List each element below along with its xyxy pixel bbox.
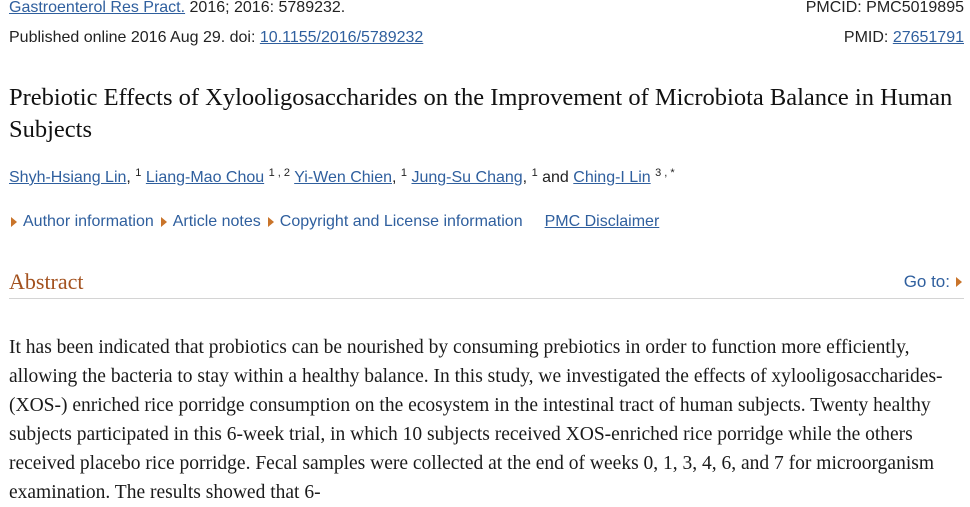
goto-menu[interactable]	[904, 270, 962, 294]
article-info-links	[9, 211, 659, 233]
citation-journal-line	[9, 0, 345, 18]
author-link[interactable]: Yi-Wen Chien	[294, 169, 393, 186]
triangle-right-icon	[11, 217, 17, 227]
abstract-heading: Abstract	[9, 269, 84, 294]
citation-row	[9, 0, 964, 18]
author-sep: ,	[126, 169, 136, 186]
published-row	[9, 28, 964, 48]
copyright-label: Copyright and License information	[279, 213, 523, 230]
author-information-toggle[interactable]	[9, 211, 154, 233]
pmid-label: PMID:	[843, 29, 893, 46]
abstract-text: It has been indicated that probiotics can be nourished by consuming prebiotics in order to function more efficiently, allowing the bacteria to stay within a healthy balance. In this study, we investigated the effects of xylooligosaccharides- (XOS-) enriched rice porridge consumption on the ecosystem in the intestinal tract of human subjects. Twenty healthy subjects participated in this 6-week trial, in which 10 subjects received XOS-enriched rice porridge while the others received placebo rice porridge. Fecal samples were collected at the end of weeks 0, 1, 3, 4, 6, and 7 for microorganism examination. The results showed that 6-	[9, 337, 943, 503]
pmcid: PMCID: PMC5019895	[805, 0, 964, 16]
author-affiliation[interactable]: 1	[531, 167, 538, 179]
section-divider	[9, 298, 964, 299]
pmid	[844, 28, 964, 48]
triangle-right-icon	[268, 217, 274, 227]
triangle-right-icon	[956, 277, 962, 287]
author-link[interactable]: Ching-I Lin	[573, 169, 651, 186]
volume-info: 2016; 2016: 5789232.	[185, 0, 346, 16]
author-sep: ,	[522, 169, 532, 186]
author-affiliation[interactable]: 1	[400, 167, 408, 179]
doi-link[interactable]: 10.1155/2016/5789232	[259, 29, 424, 46]
author-link[interactable]: Shyh-Hsiang Lin	[9, 169, 127, 186]
author-sep: ,	[392, 169, 401, 186]
copyright-toggle[interactable]	[266, 211, 523, 233]
author-link[interactable]: Jung-Su Chang	[411, 169, 523, 186]
published-label: Published online 2016 Aug 29. doi:	[9, 29, 260, 46]
article-title: Prebiotic Effects of Xylooligosaccharides on the Improvement of Microbiota Balance in Human Subjects	[9, 84, 953, 143]
author-affiliation[interactable]: 1	[135, 167, 142, 179]
goto-label: Go to:	[903, 272, 950, 291]
author-affiliation[interactable]: 3 , *	[655, 167, 675, 179]
triangle-right-icon	[161, 217, 167, 227]
author-list	[9, 167, 675, 189]
article-notes-label: Article notes	[172, 213, 261, 230]
published-line	[9, 28, 423, 48]
pmid-link[interactable]: 27651791	[892, 29, 964, 46]
author-sep: and	[537, 169, 574, 186]
author-information-label: Author information	[23, 213, 154, 230]
pmc-disclaimer-link[interactable]: PMC Disclaimer	[544, 213, 660, 230]
author-affiliation[interactable]: 1 , 2	[268, 167, 291, 179]
article-notes-toggle[interactable]	[159, 211, 261, 233]
author-link[interactable]: Liang-Mao Chou	[145, 169, 265, 186]
journal-link[interactable]: Gastroenterol Res Pract.	[9, 0, 186, 16]
